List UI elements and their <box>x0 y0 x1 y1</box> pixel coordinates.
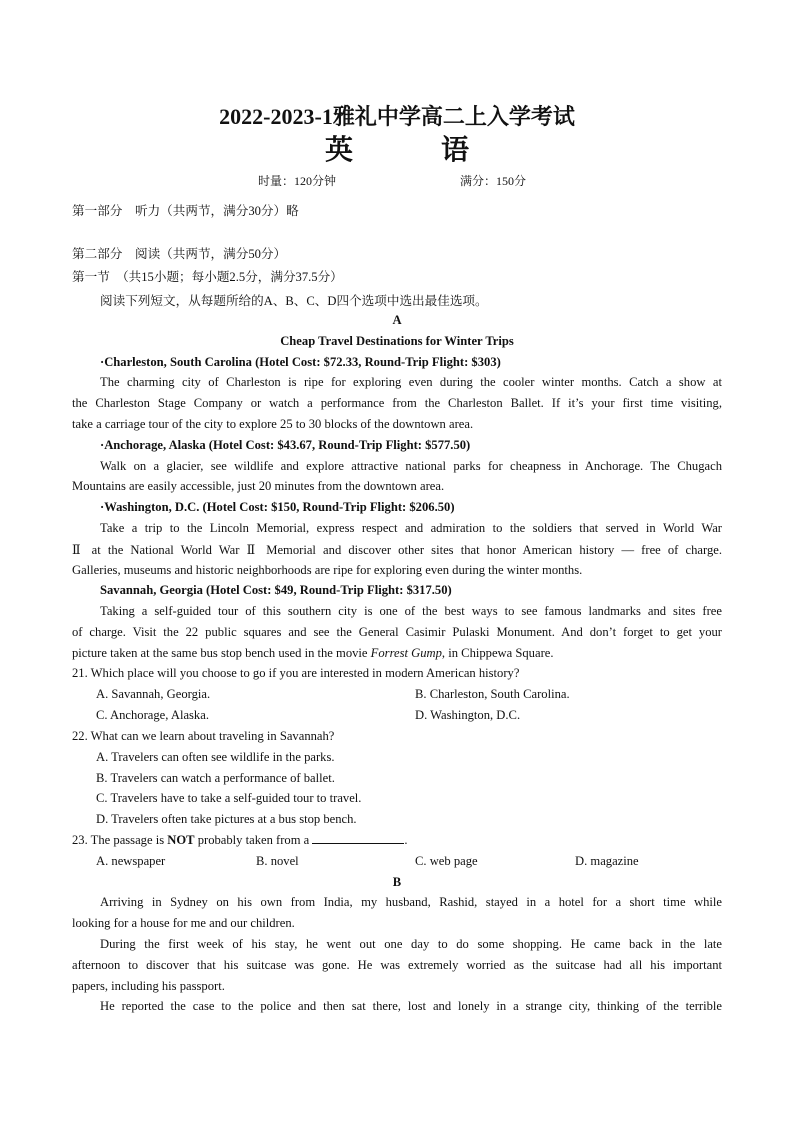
section1-heading: 第一节 （共15小题；每小题2.5分，满分37.5分） <box>72 270 343 284</box>
savannah-line-3 <box>72 646 554 661</box>
question-21: 21. Which place will you choose to go if you are interested in modern American history? <box>72 666 520 680</box>
subject-title: 英 语 <box>324 135 499 166</box>
passage-b-letter: B <box>392 875 402 889</box>
anchorage-line-2: Mountains are easily accessible, just 20 minutes from the downtown area. <box>72 479 445 493</box>
anchorage-heading: ·Anchorage, Alaska (Hotel Cost: $43.67, Round-Trip Flight: $577.50) <box>100 438 471 452</box>
q21-option-d: D. Washington, D.C. <box>415 708 521 722</box>
q23-option-b: B. novel <box>256 854 299 868</box>
q23-option-d: D. magazine <box>575 854 639 868</box>
passage-a-title: Cheap Travel Destinations for Winter Trips <box>280 334 514 348</box>
savannah-line-2: of charge. Visit the 22 public squares and see the General Casimir Pulaski Monument. And don’t forget to get your <box>72 625 722 639</box>
charleston-heading: ·Charleston, South Carolina (Hotel Cost: $72.33, Round-Trip Flight: $303) <box>100 355 501 369</box>
savannah-line-3-end: , in Chippewa Square. <box>441 646 554 660</box>
q22-option-b: B. Travelers can watch a performance of ballet. <box>96 771 335 785</box>
passage-b-p3-line-1: He reported the case to the police and then sat there, lost and lonely in a strange city, thinking of the terrible <box>100 999 722 1013</box>
full-score: 满分：150分 <box>460 174 527 188</box>
passage-b-p2-line-2: afternoon to discover that his suitcase was gone. He was extremely worried as the suitcase had all his important <box>72 958 722 972</box>
savannah-heading: Savannah, Georgia (Hotel Cost: $49, Round-Trip Flight: $317.50) <box>100 583 452 597</box>
charleston-line-3: take a carriage tour of the city to explore 25 to 30 blocks of the downtown area. <box>72 417 474 431</box>
answer-blank <box>312 833 404 844</box>
passage-a-letter: A <box>392 313 402 327</box>
q23-option-a: A. newspaper <box>96 854 166 868</box>
washington-line-1: Take a trip to the Lincoln Memorial, express respect and admiration to the soldiers that served in World War <box>100 521 722 535</box>
q23-text-end: . <box>404 833 408 847</box>
washington-line-2: Ⅱ at the National World War Ⅱ Memorial and discover other sites that honor American history — free of charge. <box>72 543 722 557</box>
question-23 <box>72 833 408 848</box>
part2-heading: 第二部分 阅读（共两节，满分50分） <box>72 247 287 261</box>
q21-option-a: A. Savannah, Georgia. <box>96 687 211 701</box>
passage-b-p2-line-1: During the first week of his stay, he went out one day to do some shopping. He came back in the late <box>100 937 722 951</box>
q23-option-c: C. web page <box>415 854 478 868</box>
washington-line-3: Galleries, museums and historic neighborhoods are ripe for exploring even during the winter months. <box>72 563 583 577</box>
question-22: 22. What can we learn about traveling in Savannah? <box>72 729 335 743</box>
charleston-line-1: The charming city of Charleston is ripe for exploring even during the cooler winter months. Catch a show at <box>100 375 722 389</box>
q22-option-a: A. Travelers can often see wildlife in the parks. <box>96 750 335 764</box>
q22-option-c: C. Travelers have to take a self-guided tour to travel. <box>96 791 362 805</box>
q23-text-mid: probably taken from a <box>194 833 313 847</box>
time-limit: 时量：120分钟 <box>258 174 337 188</box>
savannah-line-1: Taking a self-guided tour of this southern city is one of the best ways to see famous landmarks and sites free <box>100 604 722 618</box>
anchorage-line-1: Walk on a glacier, see wildlife and explore attractive national parks for cheapness in Anchorage. The Chugach <box>100 459 722 473</box>
exam-title: 2022-2023-1雅礼中学高二上入学考试 <box>219 104 575 129</box>
passage-b-p2-line-3: papers, including his passport. <box>72 979 225 993</box>
q21-option-c: C. Anchorage, Alaska. <box>96 708 209 722</box>
passage-b-p1-line-2: looking for a house for me and our children. <box>72 916 295 930</box>
savannah-line-3-text: picture taken at the same bus stop bench used in the movie <box>72 646 371 660</box>
instruction-text: 阅读下列短文，从每题所给的A、B、C、D四个选项中选出最佳选项。 <box>100 294 488 308</box>
passage-b-p1-line-1: Arriving in Sydney on his own from India, my husband, Rashid, stayed in a hotel for a short time while <box>100 895 722 909</box>
part1-heading: 第一部分 听力（共两节，满分30分）略 <box>72 204 299 218</box>
charleston-line-2: the Charleston Stage Company or watch a performance from the Charleston Ballet. If it’s your first time visiting, <box>72 396 722 410</box>
q21-option-b: B. Charleston, South Carolina. <box>415 687 570 701</box>
movie-title: Forrest Gump <box>370 646 442 660</box>
q22-option-d: D. Travelers often take pictures at a bus stop bench. <box>96 812 357 826</box>
q23-text-start: 23. The passage is <box>72 833 168 847</box>
washington-heading: ·Washington, D.C. (Hotel Cost: $150, Round-Trip Flight: $206.50) <box>100 500 455 514</box>
q23-not: NOT <box>167 833 195 847</box>
